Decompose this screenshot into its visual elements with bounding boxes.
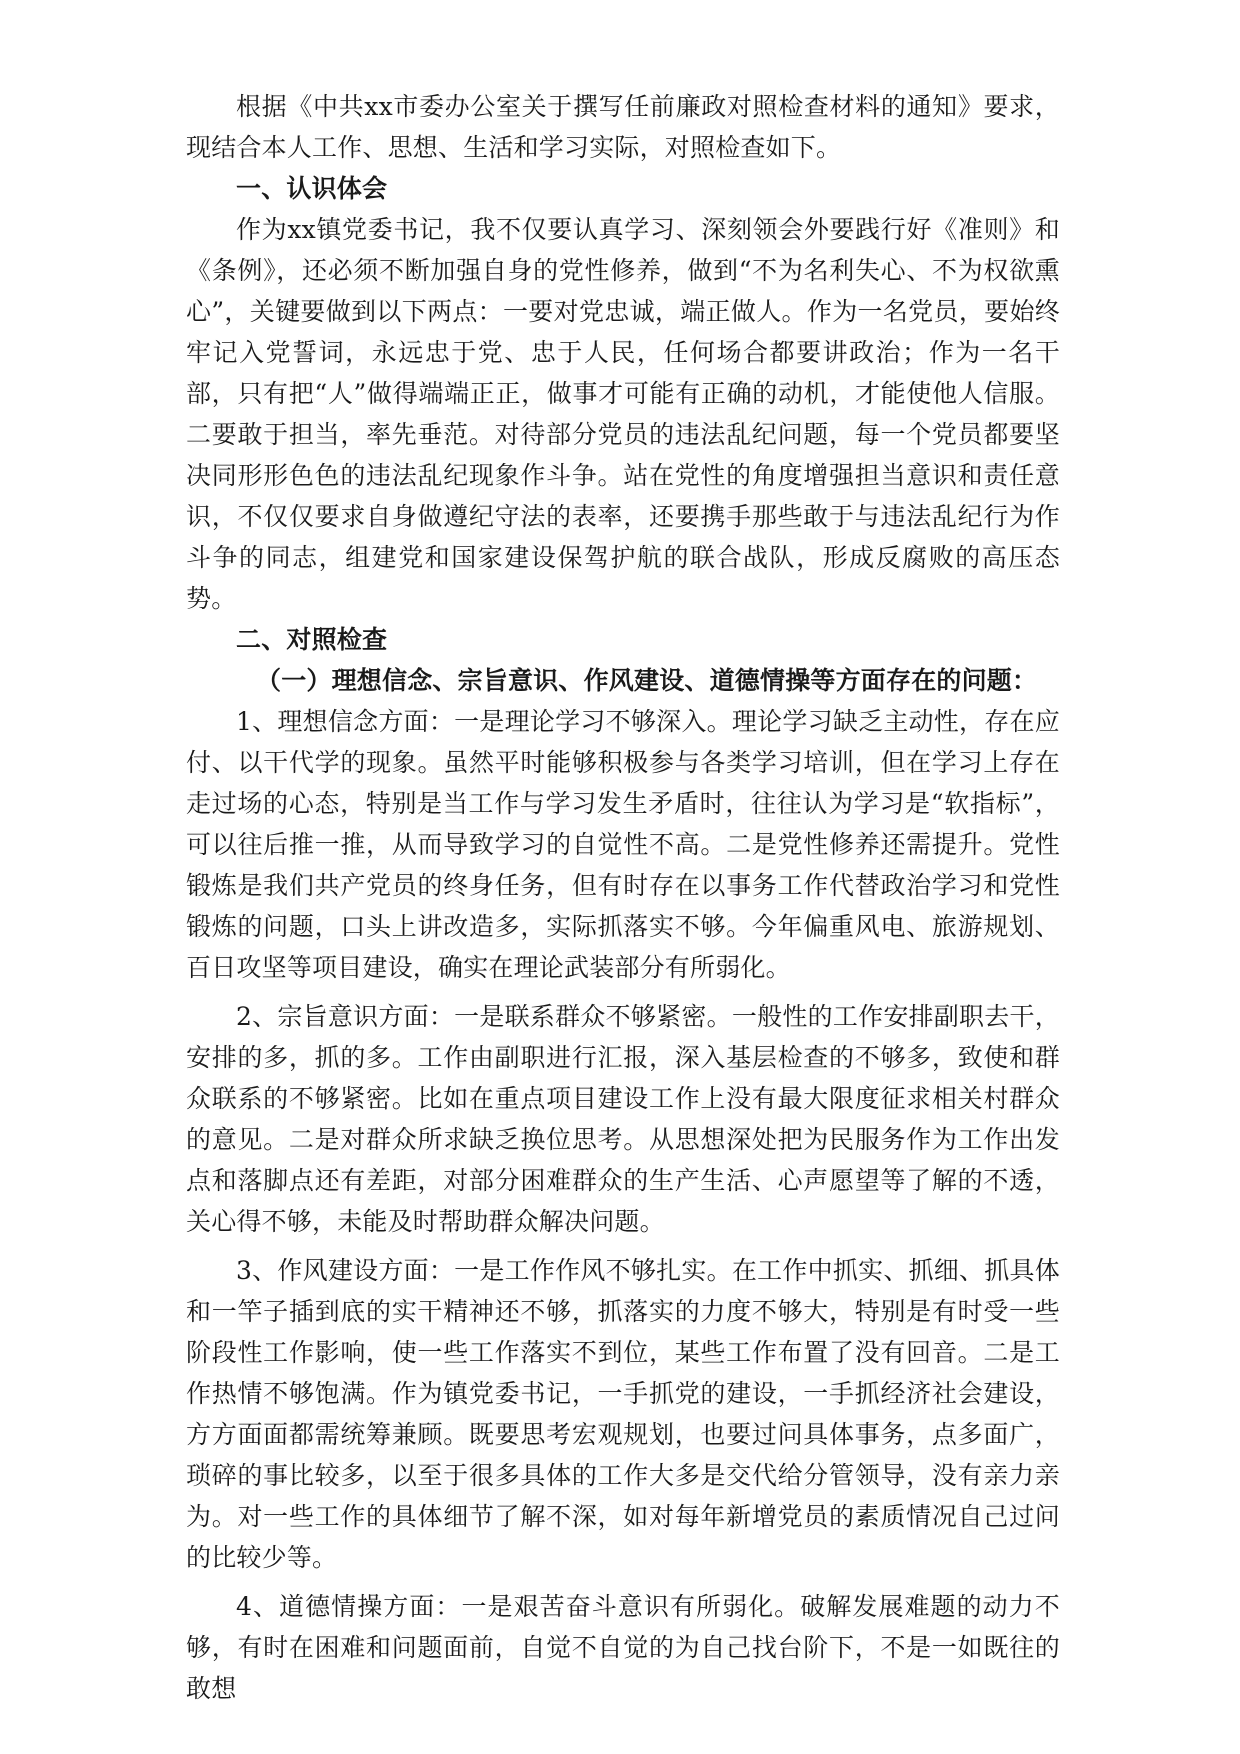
item-purpose-awareness: 2、宗旨意识方面：一是联系群众不够紧密。一般性的工作安排副职去干，安排的多，抓的多。工作由副职进行汇报，深入基层检查的不够多，致使和群众联系的不够紧密。比如在重点项目建设工作上没有最大限度征求相关村群众的意见。二是对群众所求缺乏换位思考。从思想深处把为民服务作为工作出发点和落脚点还有差距，对部分困难群众的生产生活、心声愿望等了解的不透，关心得不够，未能及时帮助群众解决问题。 — [186, 1002, 1060, 1236]
item-moral-character: 4、道德情操方面：一是艰苦奋斗意识有所弱化。破解发展难题的动力不够，有时在困难和问题面前，自觉不自觉的为自己找台阶下，不是一如既往的敢想 — [186, 1592, 1060, 1703]
awareness-paragraph: 作为xx镇党委书记，我不仅要认真学习、深刻领会外要践行好《准则》和《条例》，还必须不断加强自身的党性修养，做到“不为名利失心、不为权欲熏心”，关键要做到以下两点：一要对党忠诚，端正做人。作为一名党员，要始终牢记入党誓词，永远忠于党、忠于人民，任何场合都要讲政治；作为一名干部，只有把“人”做得端端正正，做事才可能有正确的动机，才能使他人信服。二要敢于担当，率先垂范。对待部分党员的违法乱纪问题，每一个党员都要坚决同形形色色的违法乱纪现象作斗争。站在党性的角度增强担当意识和责任意识，不仅仅要求自身做遵纪守法的表率，还要携手那些敢于与违法乱纪行为作斗争的同志，组建党和国家建设保驾护航的联合战队，形成反腐败的高压态势。 — [186, 215, 1060, 613]
document-body — [186, 86, 1060, 1709]
item-work-style: 3、作风建设方面：一是工作作风不够扎实。在工作中抓实、抓细、抓具体和一竿子插到底的实干精神还不够，抓落实的力度不够大，特别是有时受一些阶段性工作影响，使一些工作落实不到位，某些工作布置了没有回音。二是工作热情不够饱满。作为镇党委书记，一手抓党的建设，一手抓经济社会建设，方方面面都需统筹兼顾。既要思考宏观规划，也要过问具体事务，点多面广，琐碎的事比较多，以至于很多具体的工作大多是交代给分管领导，没有亲力亲为。对一些工作的具体细节了解不深，如对每年新增党员的素质情况自己过问的比较少等。 — [186, 1256, 1060, 1572]
intro-paragraph: 根据《中共xx市委办公室关于撰写任前廉政对照检查材料的通知》要求，现结合本人工作、思想、生活和学习实际，对照检查如下。 — [186, 92, 1060, 162]
item-ideals-beliefs: 1、理想信念方面：一是理论学习不够深入。理论学习缺乏主动性，存在应付、以干代学的现象。虽然平时能够积极参与各类学习培训，但在学习上存在走过场的心态，特别是当工作与学习发生矛盾时，往往认为学习是“软指标”，可以往后推一推，从而导致学习的自觉性不高。二是党性修养还需提升。党性锻炼是我们共产党员的终身任务，但有时存在以事务工作代替政治学习和党性锻炼的问题，口头上讲改造多，实际抓落实不够。今年偏重风电、旅游规划、百日攻坚等项目建设，确实在理论武装部分有所弱化。 — [186, 707, 1060, 982]
section-heading-awareness: 一、认识体会 — [236, 174, 388, 203]
subsection-heading-problems: （一）理想信念、宗旨意识、作风建设、道德情操等方面存在的问题： — [256, 666, 1038, 695]
section-heading-self-check: 二、对照检查 — [236, 625, 388, 654]
